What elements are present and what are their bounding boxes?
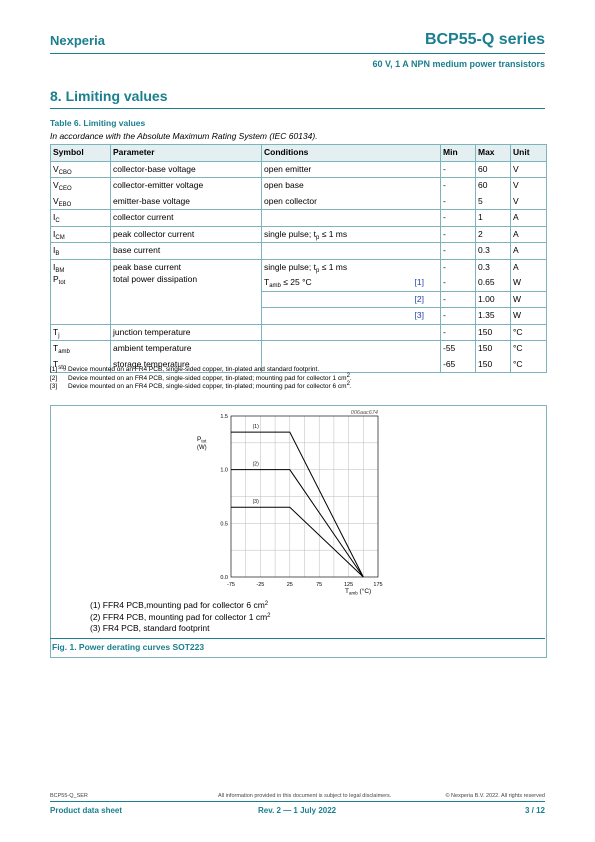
x-tick-label: 75 (316, 582, 323, 588)
y-tick-label: 0.5 (220, 521, 228, 528)
x-axis-label-subscript: amb (348, 590, 358, 596)
x-tick-label: -25 (256, 582, 265, 588)
chart-curves (231, 424, 363, 577)
limiting-values-table (50, 144, 547, 373)
figure-code: 006aac674 (350, 410, 378, 416)
symbol-text: T (53, 326, 59, 337)
symbol-subscript: stg (58, 364, 67, 371)
condition-text: ≤ 25 °C (280, 277, 312, 287)
product-subtitle: 60 V, 1 A NPN medium power transistors (372, 59, 545, 69)
section-rule (50, 108, 545, 109)
note-end: . (349, 374, 352, 382)
condition-text: single pulse; t (264, 261, 316, 272)
y-axis-label-symbol: P (197, 436, 202, 443)
unit-cell: W (511, 291, 547, 308)
symbol-cell (51, 161, 111, 178)
section-title: 8. Limiting values (50, 88, 168, 104)
y-tick-label: 1.5 (220, 414, 228, 420)
symbol-text: I (53, 245, 56, 255)
note-text: Device mounted on an FR4 PCB, single-sided copper, tin-plated; mounting pad for collector 6 cm (68, 383, 347, 390)
symbol-text: I (53, 212, 56, 222)
unit-cell: A (511, 243, 547, 260)
condition-cell (262, 275, 441, 291)
legend-superscript: 2 (264, 601, 269, 607)
table-row (51, 226, 547, 243)
symbol-subscript: CM (55, 234, 65, 241)
symbol-cell (51, 178, 111, 194)
footer-page-number: 3 / 12 (524, 806, 545, 815)
unit-cell: A (511, 259, 547, 275)
y-axis-label (197, 436, 207, 444)
footer-doc-id: BCP55-Q_SER (50, 793, 88, 799)
derating-curve (231, 432, 363, 577)
max-cell: 0.3 (476, 259, 511, 275)
x-axis-label (345, 587, 371, 596)
symbol-cell (51, 226, 111, 243)
derating-curve (231, 507, 363, 577)
parameter-cell: ambient temperature (111, 341, 262, 357)
condition-cell (262, 243, 441, 260)
symbol-subscript: CBO (58, 169, 72, 176)
curve-label: (3) (252, 499, 259, 506)
note-superscript: 2 (346, 381, 350, 387)
condition-text: single pulse; t (264, 228, 316, 239)
table-header-row (51, 145, 547, 162)
max-cell: 5 (476, 194, 511, 210)
x-axis-label-symbol: T (345, 588, 349, 595)
symbol-subscript: EBO (58, 201, 72, 208)
min-cell: - (441, 243, 476, 260)
parameter-cell (111, 259, 262, 324)
symbol-subscript: C (55, 218, 60, 224)
footer-copyright: © Nexperia B.V. 2022. All rights reserved (445, 793, 545, 799)
min-cell: - (441, 161, 476, 178)
symbol-subscript: j (58, 332, 60, 339)
y-tick-label: 1.0 (220, 467, 228, 474)
note-number: [3] (50, 383, 58, 390)
table-row (51, 161, 547, 178)
max-cell: 1 (476, 210, 511, 227)
unit-cell: V (511, 194, 547, 210)
condition-cell (262, 308, 441, 325)
max-cell: 2 (476, 226, 511, 243)
symbol-text: I (53, 261, 56, 272)
unit-cell: °C (511, 357, 547, 373)
table-caption: Table 6. Limiting values (50, 118, 146, 128)
symbol-subscript: tot (58, 279, 66, 286)
symbol-cell (51, 259, 111, 324)
figure-caption-rule (50, 638, 545, 639)
curve-label: (1) (252, 424, 259, 431)
col-header-min: Min (441, 145, 476, 162)
curve-label: (2) (252, 461, 259, 468)
condition-cell (262, 210, 441, 227)
max-cell: 150 (476, 357, 511, 373)
col-header-max: Max (476, 145, 511, 162)
col-header-conditions: Conditions (262, 145, 441, 162)
note-reference-link[interactable]: [2] (414, 293, 424, 304)
max-cell: 1.00 (476, 291, 511, 308)
legend-item (90, 623, 271, 635)
condition-text: ≤ 1 ms (319, 261, 348, 272)
brand-name: Nexperia (50, 33, 105, 48)
unit-cell: W (511, 308, 547, 325)
footer-rule (50, 801, 545, 802)
parameter-cell: collector current (111, 210, 262, 227)
unit-cell: °C (511, 324, 547, 341)
table-notes (50, 366, 352, 392)
table-row (51, 178, 547, 194)
parameter-cell: emitter-base voltage (111, 194, 262, 210)
note-number: [2] (50, 374, 58, 382)
table-row (51, 210, 547, 227)
condition-cell: open collector (262, 194, 441, 210)
max-cell: 150 (476, 341, 511, 357)
max-cell: 60 (476, 161, 511, 178)
parameter-text: peak base current (113, 261, 182, 272)
symbol-subscript: CEO (58, 186, 72, 192)
condition-cell (262, 324, 441, 341)
symbol-text: I (53, 228, 56, 239)
condition-cell (262, 291, 441, 308)
x-tick-label: 175 (373, 582, 383, 588)
note-number: [1] (50, 366, 58, 373)
parameter-cell: junction temperature (111, 324, 262, 341)
note-superscript: 2 (346, 372, 350, 379)
condition-subscript: p (315, 234, 320, 241)
max-cell: 0.65 (476, 275, 511, 291)
min-cell: - (441, 226, 476, 243)
col-header-symbol: Symbol (51, 145, 111, 162)
note-reference-link[interactable]: [1] (414, 277, 424, 287)
note-text: Device mounted on an FR4 PCB, single-sided copper, tin-plated and standard footprint. (68, 366, 320, 373)
min-cell: - (441, 194, 476, 210)
min-cell: - (441, 275, 476, 291)
max-cell: 1.35 (476, 308, 511, 325)
condition-text: ≤ 1 ms (319, 228, 348, 239)
condition-cell (262, 259, 441, 275)
table-note (50, 383, 352, 392)
table-subcaption: In accordance with the Absolute Maximum Rating System (IEC 60134). (50, 131, 318, 141)
legend-text: (1) FFR4 PCB,mounting pad for collector 6 cm (90, 600, 265, 610)
note-reference-link[interactable]: [3] (414, 310, 424, 320)
symbol-text: P (53, 273, 59, 284)
footer-revision: Rev. 2 — 1 July 2022 (258, 806, 337, 815)
col-header-unit: Unit (511, 145, 547, 162)
condition-cell (262, 226, 441, 243)
legend-text: (3) FR4 PCB, standard footprint (90, 623, 210, 633)
col-header-parameter: Parameter (111, 145, 262, 162)
condition-text: T (264, 277, 270, 287)
max-cell: 150 (476, 324, 511, 341)
condition-cell: open emitter (262, 161, 441, 178)
parameter-cell: peak collector current (111, 226, 262, 243)
table-row (51, 243, 547, 260)
legend-item (90, 612, 271, 624)
parameter-cell: storage temperature (111, 357, 262, 373)
footer-doc-type: Product data sheet (50, 806, 123, 815)
y-axis-label-subscript: tot (201, 438, 207, 444)
symbol-cell (51, 210, 111, 227)
symbol-cell (51, 243, 111, 260)
table-row (51, 324, 547, 341)
table-note (50, 366, 352, 375)
parameter-cell: base current (111, 243, 262, 260)
y-tick-label: 0.0 (220, 575, 228, 581)
parameter-cell: collector-emitter voltage (111, 178, 262, 194)
header-rule (50, 53, 545, 54)
symbol-text: T (53, 358, 59, 369)
table-note (50, 372, 352, 384)
symbol-text: T (53, 343, 59, 353)
symbol-cell (51, 341, 111, 357)
min-cell: - (441, 291, 476, 308)
legend-item (90, 600, 271, 612)
symbol-cell (51, 324, 111, 341)
x-tick-label: 25 (286, 582, 293, 588)
table-row (51, 194, 547, 210)
product-series-title: BCP55-Q series (424, 31, 545, 48)
power-derating-chart (190, 405, 400, 600)
min-cell: - (441, 259, 476, 275)
x-tick-label: 125 (344, 582, 354, 588)
symbol-subscript: BM (55, 267, 65, 274)
min-cell: -65 (441, 357, 476, 373)
symbol-subscript: B (55, 251, 60, 257)
min-cell: - (441, 324, 476, 341)
condition-cell: open base (262, 178, 441, 194)
unit-cell: W (511, 275, 547, 291)
legend-text: (2) FFR4 PCB, mounting pad for collector 1 cm (90, 611, 268, 622)
unit-cell: V (511, 161, 547, 178)
symbol-text: V (53, 163, 59, 174)
legend-superscript: 2 (267, 612, 271, 619)
min-cell: - (441, 210, 476, 227)
table-row (51, 259, 547, 275)
chart-grid (231, 416, 378, 577)
table-row (51, 341, 547, 357)
footer-disclaimer: All information provided in this document is subject to legal disclaimers. (218, 793, 392, 799)
unit-cell: V (511, 178, 547, 194)
symbol-subscript: amb (58, 349, 70, 355)
unit-cell: °C (511, 341, 547, 357)
symbol-cell (51, 194, 111, 210)
note-text: Device mounted on an FR4 PCB, single-sided copper, tin-plated; mounting pad for collector 1 cm (68, 374, 347, 382)
note-end: . (349, 383, 352, 390)
x-tick-label: -75 (227, 582, 235, 588)
x-axis-label-unit: (°C) (357, 588, 372, 595)
symbol-text: V (53, 195, 59, 206)
condition-subscript: amb (269, 283, 281, 289)
parameter-cell: collector-base voltage (111, 161, 262, 178)
max-cell: 0.3 (476, 243, 511, 260)
min-cell: -55 (441, 341, 476, 357)
symbol-text: V (53, 180, 59, 190)
condition-subscript: p (315, 267, 320, 274)
figure-legend (90, 600, 271, 635)
y-axis-unit: (W) (197, 445, 207, 451)
unit-cell: A (511, 226, 547, 243)
max-cell: 60 (476, 178, 511, 194)
min-cell: - (441, 308, 476, 325)
figure-caption: Fig. 1. Power derating curves SOT223 (52, 642, 205, 652)
parameter-text: total power dissipation (113, 273, 198, 284)
min-cell: - (441, 178, 476, 194)
chart-ticks (220, 414, 382, 588)
unit-cell: A (511, 210, 547, 227)
